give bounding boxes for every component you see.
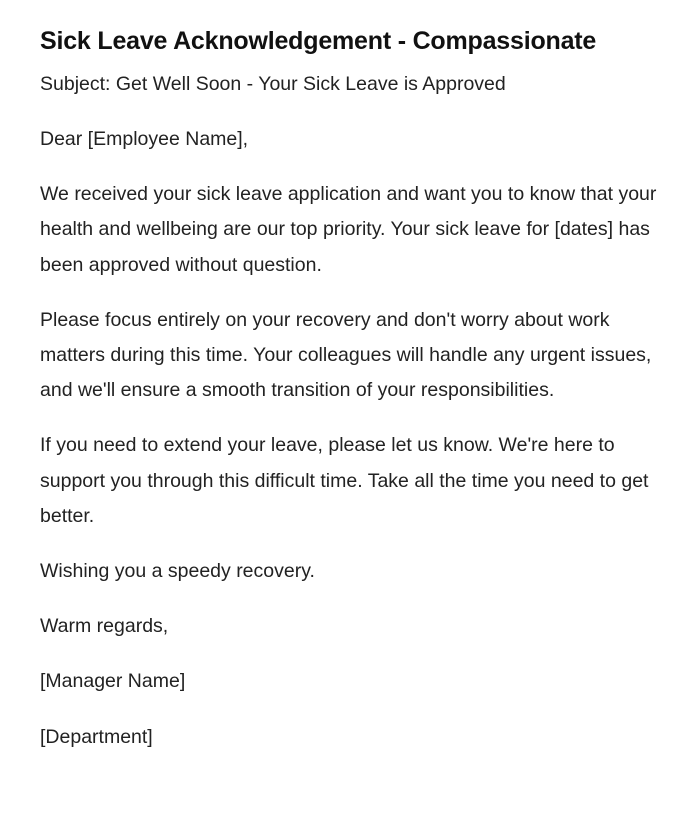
greeting: Dear [Employee Name], xyxy=(40,128,249,150)
document-title: Sick Leave Acknowledgement - Compassionate xyxy=(40,27,597,55)
body-paragraph-1: We received your sick leave application and want you to know that your health and wellbeing are our top priority. Your sick leave for [dates] has been approved without question. xyxy=(40,183,657,276)
body-paragraph-3: If you need to extend your leave, please let us know. We're here to support you through this difficult time. Take all the time you need to get better. xyxy=(40,434,649,527)
closing-wish: Wishing you a speedy recovery. xyxy=(40,560,315,583)
subject-line: Subject: Get Well Soon - Your Sick Leave is Approved xyxy=(40,73,506,95)
manager-name: [Manager Name] xyxy=(40,670,186,693)
body-paragraph-2: Please focus entirely on your recovery and don't worry about work matters during this time. Your colleagues will handle any urgent issues, and we'll ensure a smooth transition of your responsibilities. xyxy=(40,308,652,402)
sign-off: Warm regards, xyxy=(40,615,169,638)
department: [Department] xyxy=(40,725,153,748)
